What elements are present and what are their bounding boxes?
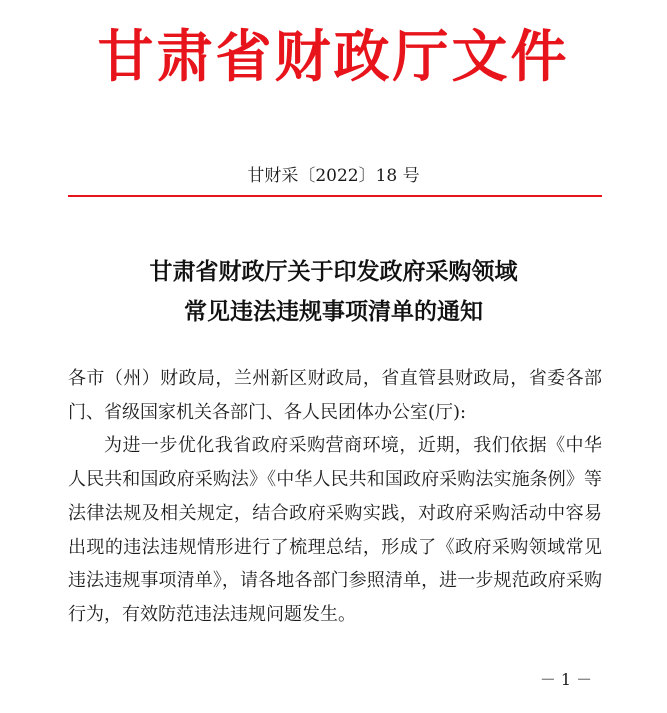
body-paragraph: 为进一步优化我省政府采购营商环境，近期，我们依据《中华人民共和国政府采购法》《中华人民共和国政府采购法实施条例》等法律法规及相关规定，结合政府采购实践，对政府采购活动中容易出现的违法违规情形进行了梳理总结，形成了《政府采购领域常见违法违规事项清单》，请各地各部门参照清单，进一步规范政府采购行为，有效防范违法违规问题发生。 xyxy=(68,435,602,625)
notice-title-line-1: 甘肃省财政厅关于印发政府采购领域 xyxy=(149,259,518,285)
red-separator-line xyxy=(68,195,602,197)
document-number: 甘财采〔2022〕18 号 xyxy=(247,166,420,186)
notice-title-line-2: 常见违法违规事项清单的通知 xyxy=(184,299,483,325)
addressees-paragraph: 各市（州）财政局，兰州新区财政局，省直管县财政局，省委各部门、省级国家机关各部门、各人民团体办公室(厅): xyxy=(68,368,602,423)
notice-body xyxy=(68,362,602,632)
notice-title xyxy=(0,252,667,332)
page-number: － 1 － xyxy=(539,670,593,689)
issuer-title: 甘肃省财政厅文件 xyxy=(97,25,570,90)
